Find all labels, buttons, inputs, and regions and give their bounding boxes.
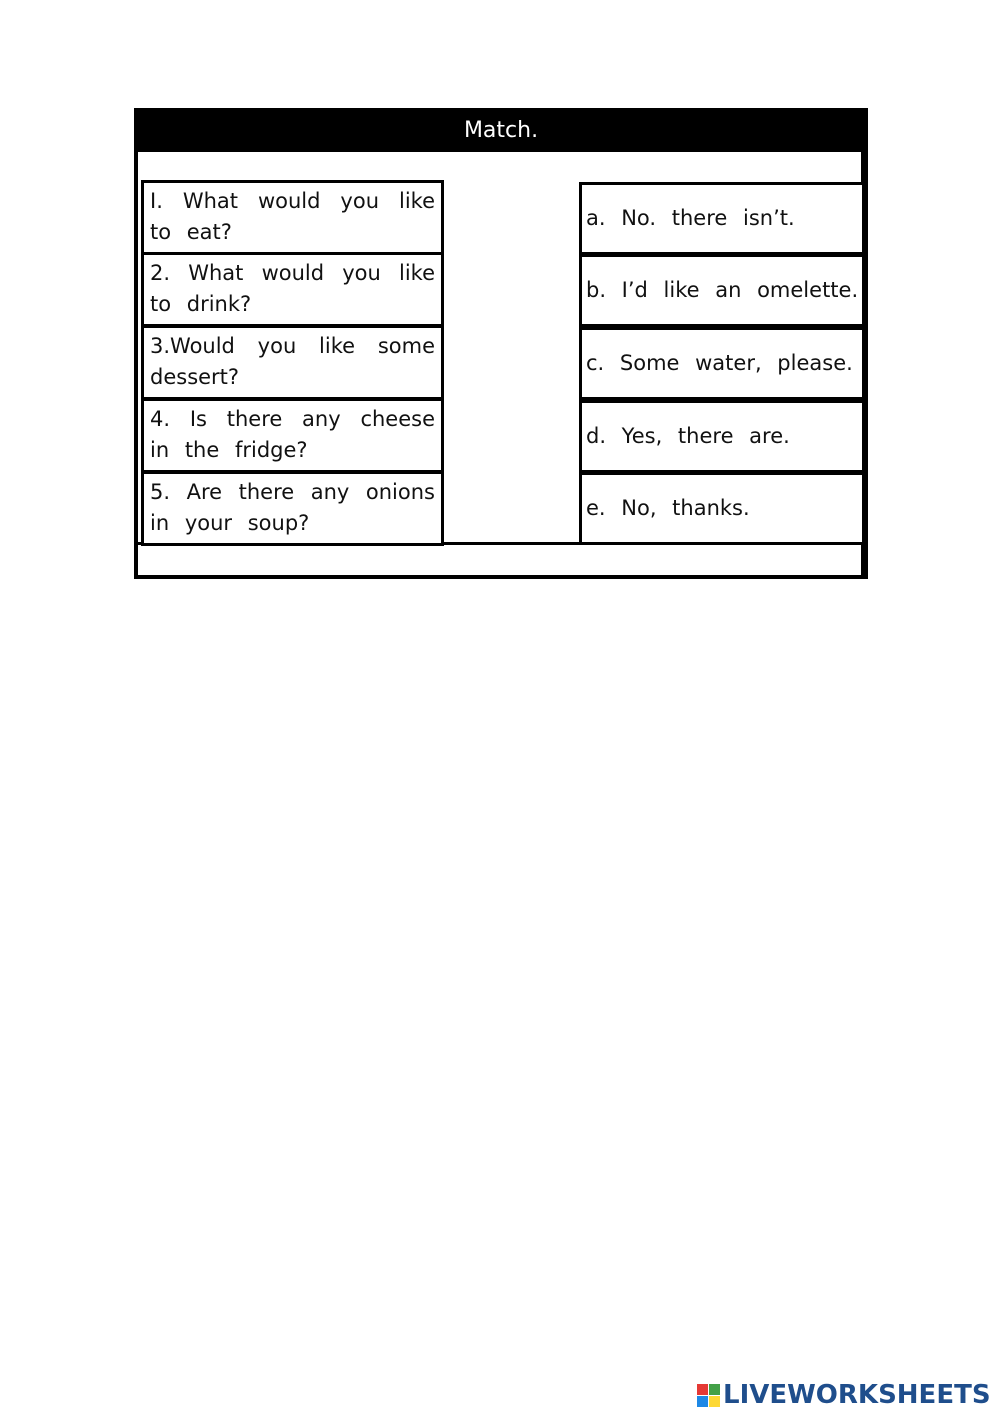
logo-mark-icon [697, 1384, 720, 1407]
logo-text: LIVEWORKSHEETS [723, 1380, 991, 1410]
answer-item: a. No. there isn’t. [579, 182, 865, 255]
header-divider [138, 149, 864, 152]
answer-item: d. Yes, there are. [579, 400, 865, 473]
logo-square [709, 1396, 720, 1407]
matching-exercise [134, 108, 868, 579]
logo-square [697, 1384, 708, 1395]
question-item: 2. What would you like to drink? [141, 252, 444, 327]
answer-item: c. Some water, please. [579, 327, 865, 400]
liveworksheets-logo [697, 1378, 991, 1412]
logo-square [697, 1396, 708, 1407]
question-item: 3.Would you like some dessert? [141, 325, 444, 400]
exercise-title: Match. [138, 112, 864, 149]
answer-item: b. I’d like an omelette. [579, 254, 865, 327]
logo-square [709, 1384, 720, 1395]
question-item: 4. Is there any cheese in the fridge? [141, 398, 444, 473]
question-item: I. What would you like to eat? [141, 180, 444, 255]
question-item: 5. Are there any onions in your soup? [141, 471, 444, 546]
answer-item: e. No, thanks. [579, 472, 865, 545]
